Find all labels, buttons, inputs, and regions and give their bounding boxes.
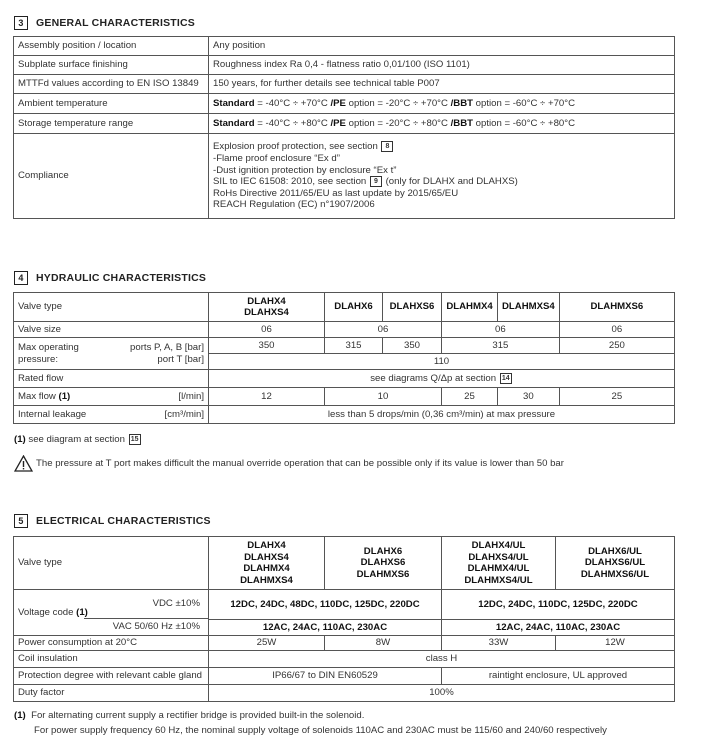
column-header — [209, 537, 325, 590]
hydraulic-table — [13, 292, 675, 424]
column-header — [556, 537, 675, 590]
cell: 25W — [209, 636, 325, 651]
model-name: DLAHMXS6 — [356, 568, 410, 580]
model-name: DLAHXS4/UL — [468, 551, 529, 563]
model-name: DLAHMX4 — [243, 563, 290, 574]
vdc-label: VDC ±10% — [152, 598, 200, 610]
row-value — [209, 114, 675, 134]
footnote-text: see diagram at section — [25, 434, 125, 446]
table-row — [14, 114, 675, 134]
pe-label: /PE — [330, 117, 346, 129]
section-ref: 8 — [381, 141, 393, 152]
electrical-table — [13, 536, 675, 702]
table-row — [14, 685, 675, 702]
row-label: Assembly position / location — [14, 37, 209, 56]
section-title: GENERAL CHARACTERISTICS — [36, 17, 195, 29]
cell: 10 — [325, 388, 442, 406]
table-row — [14, 388, 675, 406]
column-header — [442, 537, 556, 590]
row-value: Roughness index Ra 0,4 - flatness ratio 0,01/100 (ISO 1101) — [209, 56, 675, 75]
column-header — [209, 293, 325, 322]
compliance-line: Explosion proof protection, see section — [213, 141, 378, 153]
footnote-text: For power supply frequency 60 Hz, the nominal supply voltage of solenoids 110AC and 230AC must be 115/60 and 240/60 respectively — [34, 725, 607, 736]
cell: 12DC, 24DC, 110DC, 125DC, 220DC — [442, 590, 675, 620]
compliance-line: REACH Regulation (EC) n°1907/2006 — [213, 199, 375, 211]
general-table — [13, 36, 675, 219]
label-unit: [cm³/min] — [164, 408, 204, 420]
label-text: Internal leakage — [18, 408, 87, 420]
label-unit: port T [bar] — [157, 353, 204, 365]
label-text: pressure: — [18, 353, 58, 365]
section-title: ELECTRICAL CHARACTERISTICS — [36, 515, 211, 527]
compliance-line: (only for DLAHX and DLAHXS) — [385, 176, 518, 188]
table-row — [14, 37, 675, 56]
table-row — [14, 56, 675, 75]
bbt-label: /BBT — [450, 97, 473, 109]
section-number: 4 — [14, 271, 28, 285]
hydraulic-footnote — [14, 434, 142, 445]
cell: 315 — [442, 338, 560, 354]
cell: less than 5 drops/min (0,36 cm³/min) at max pressure — [209, 406, 675, 424]
model-name: DLAHXS4 — [244, 551, 289, 563]
cell: 06 — [442, 322, 560, 338]
row-label — [14, 388, 209, 406]
general-section-header — [14, 16, 195, 30]
row-label: Storage temperature range — [14, 114, 209, 134]
cell: 25 — [442, 388, 498, 406]
label-text: Max flow — [18, 390, 56, 402]
cell: 12AC, 24AC, 110AC, 230AC — [209, 619, 442, 635]
section-title: HYDRAULIC CHARACTERISTICS — [36, 272, 207, 284]
row-label: Duty factor — [14, 685, 209, 702]
cell: 350 — [209, 338, 325, 354]
table-row — [14, 338, 675, 354]
cell: 8W — [325, 636, 442, 651]
label-text: Max operating — [18, 342, 79, 353]
model-name: DLAHXS6/UL — [584, 557, 646, 569]
label-text: Voltage code — [18, 606, 74, 618]
model-name: DLAHMXS6/UL — [580, 568, 650, 580]
compliance-line: SIL to IEC 61508: 2010, see section — [213, 176, 367, 188]
cell — [209, 370, 675, 388]
cell: IP66/67 to DIN EN60529 — [209, 668, 442, 685]
vac-label: VAC 50/60 Hz ±10% — [84, 618, 208, 635]
row-label: Rated flow — [14, 370, 209, 388]
table-row — [14, 293, 675, 322]
section-ref: 15 — [129, 434, 141, 445]
standard-value: = -40°C ÷ +80°C — [254, 117, 331, 129]
table-row — [14, 75, 675, 94]
footnote-mark: (1) — [76, 606, 88, 618]
bbt-value: option = -60°C ÷ +80°C — [473, 117, 576, 129]
electrical-section-header — [14, 514, 211, 528]
row-label — [14, 406, 209, 424]
model-name: DLAHXS4 — [244, 307, 289, 318]
cell: 25 — [559, 388, 674, 406]
compliance-line: -Dust ignition protection by enclosure “Ex t” — [213, 164, 397, 176]
row-label: Protection degree with relevant cable gland — [14, 668, 209, 685]
cell: class H — [209, 651, 675, 668]
table-row — [14, 94, 675, 114]
cell: 350 — [383, 338, 442, 354]
cell: 33W — [442, 636, 556, 651]
row-label: Compliance — [14, 134, 209, 219]
column-header — [325, 537, 442, 590]
row-label: Subplate surface finishing — [14, 56, 209, 75]
row-value — [209, 94, 675, 114]
warning-text: The pressure at T port makes difficult the manual override operation that can be possible only if its value is lower than 50 bar — [36, 458, 564, 469]
footnote-mark: (1) — [14, 434, 26, 446]
section-ref: 14 — [500, 373, 512, 384]
cell: 06 — [559, 322, 674, 338]
footnote-mark: (1) — [14, 710, 26, 721]
model-name: DLAHX4 — [247, 295, 286, 307]
standard-value: = -40°C ÷ +70°C — [254, 97, 331, 109]
column-header: DLAHXS6 — [383, 293, 442, 322]
cell: 06 — [209, 322, 325, 338]
cell: 12W — [556, 636, 675, 651]
model-name: DLAHX6 — [363, 545, 403, 557]
cell: 12DC, 24DC, 48DC, 110DC, 125DC, 220DC — [209, 590, 442, 620]
model-name: DLAHX6/UL — [588, 545, 642, 557]
model-name: DLAHMXS4/UL — [464, 574, 533, 586]
standard-label: Standard — [213, 97, 255, 109]
compliance-value — [209, 134, 675, 219]
table-row — [14, 636, 675, 651]
model-name: DLAHX4 — [247, 540, 286, 551]
column-header: DLAHMX4 — [442, 293, 498, 322]
cell: 250 — [559, 338, 674, 354]
bbt-value: option = -60°C ÷ +70°C — [473, 97, 576, 109]
pe-label: /PE — [330, 97, 346, 109]
row-label: Valve type — [14, 537, 209, 590]
table-row — [14, 370, 675, 388]
cell: 30 — [498, 388, 560, 406]
warning-icon — [14, 455, 33, 472]
cell: 12AC, 24AC, 110AC, 230AC — [442, 619, 675, 635]
table-row — [14, 651, 675, 668]
table-row — [14, 134, 675, 219]
compliance-line: -Flame proof enclosure “Ex d” — [213, 153, 340, 164]
model-name: DLAHXS6 — [360, 557, 406, 569]
table-row — [14, 590, 675, 620]
footnote-mark: (1) — [58, 390, 71, 402]
row-label: Valve type — [14, 293, 209, 322]
model-name: DLAHX4/UL — [471, 540, 526, 551]
model-name: DLAHMX4/UL — [467, 563, 530, 574]
pressure-warning — [14, 455, 564, 472]
row-value: 150 years, for further details see technical table P007 — [209, 75, 675, 94]
bbt-label: /BBT — [450, 117, 473, 129]
section-number: 3 — [14, 16, 28, 30]
standard-label: Standard — [213, 117, 255, 129]
electrical-footnote — [14, 710, 607, 736]
row-label: MTTFd values according to EN ISO 13849 — [14, 75, 209, 94]
cell: raintight enclosure, UL approved — [442, 668, 675, 685]
table-row — [14, 537, 675, 590]
cell: 315 — [325, 338, 383, 354]
table-row — [14, 668, 675, 685]
label-unit: ports P, A, B [bar] — [130, 342, 204, 353]
model-name: DLAHMXS4 — [240, 574, 293, 586]
table-row — [14, 322, 675, 338]
cell: 110 — [209, 354, 675, 370]
footnote-text: For alternating current supply a rectifier bridge is provided built-in the solenoid. — [31, 710, 365, 721]
section-number: 5 — [14, 514, 28, 528]
row-label: Coil insulation — [14, 651, 209, 668]
label-unit: [l/min] — [178, 390, 204, 402]
row-label — [14, 338, 209, 370]
pe-value: option = -20°C ÷ +80°C — [345, 117, 451, 129]
table-row — [14, 406, 675, 424]
column-header: DLAHX6 — [325, 293, 383, 322]
row-label: Valve size — [14, 322, 209, 338]
row-value: Any position — [209, 37, 675, 56]
cell: 12 — [209, 388, 325, 406]
row-label: Ambient temperature — [14, 94, 209, 114]
cell: 06 — [325, 322, 442, 338]
compliance-line: RoHs Directive 2011/65/EU as last update by 2015/65/EU — [213, 187, 459, 199]
section-ref: 9 — [370, 176, 382, 187]
pe-value: option = -20°C ÷ +70°C — [345, 97, 451, 109]
column-header: DLAHMXS6 — [559, 293, 674, 322]
row-label: Power consumption at 20°C — [14, 636, 209, 651]
cell: 100% — [209, 685, 675, 702]
column-header: DLAHMXS4 — [498, 293, 560, 322]
rated-flow-text: see diagrams Q/Δp at section — [370, 372, 497, 384]
hydraulic-section-header — [14, 271, 206, 285]
row-label — [14, 590, 209, 636]
